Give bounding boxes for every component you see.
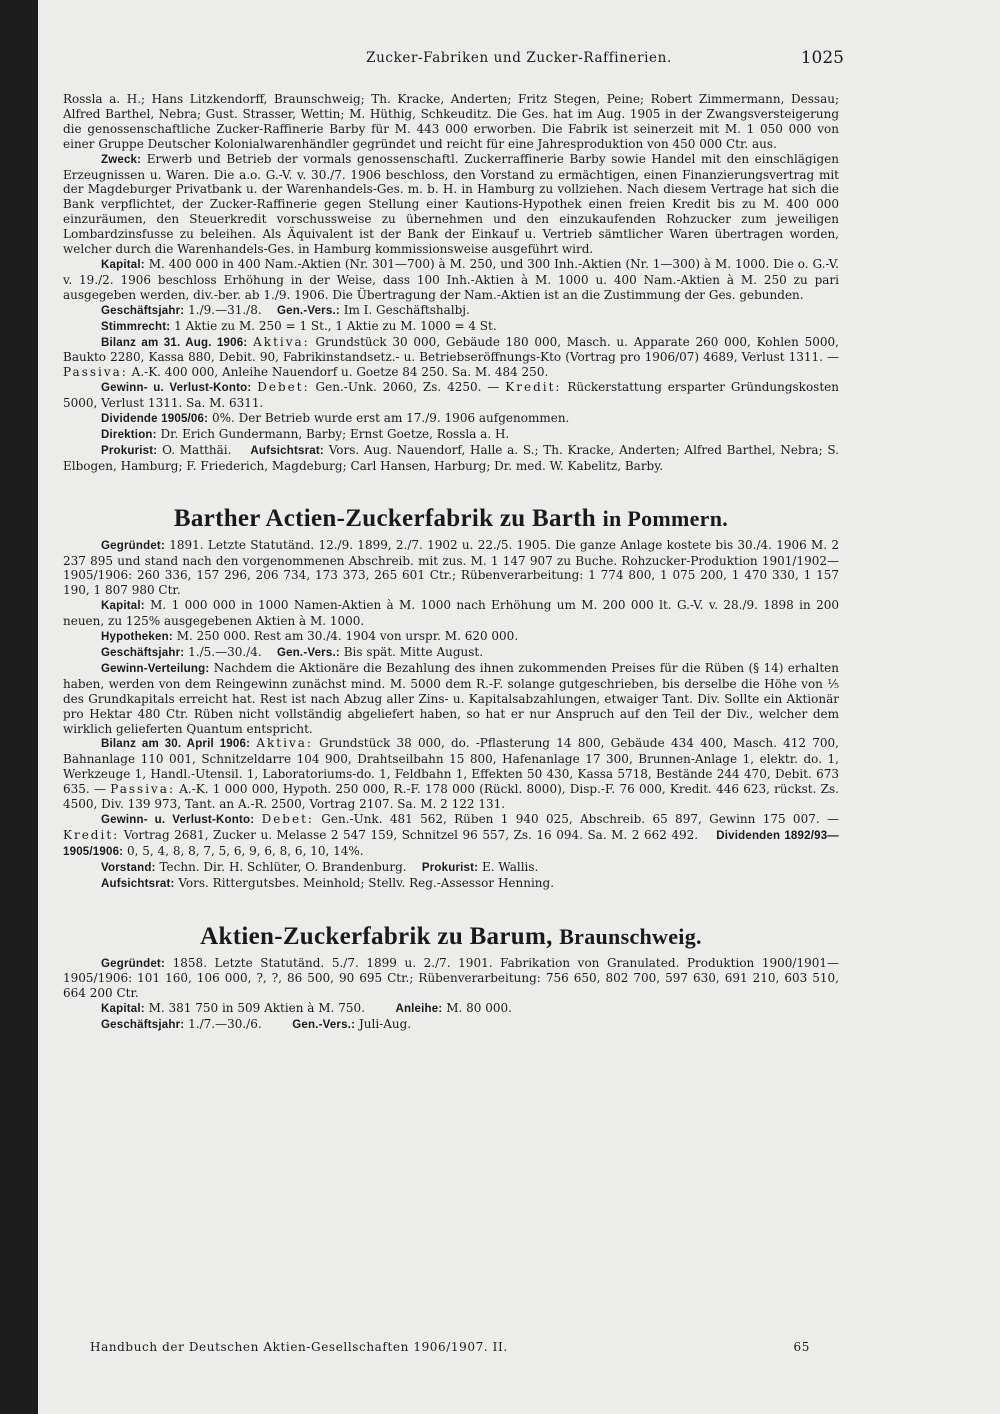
- word-aktiva: Aktiva:: [253, 334, 310, 349]
- text-prokurist: O. Matthäi.: [162, 442, 232, 457]
- paragraph-gewinn-verlust: [63, 380, 839, 411]
- paragraph-geschaeftsjahr: [63, 1017, 839, 1033]
- text-aufsichtsrat: Vors. Aug. Nauendorf, Halle a. S.; Th. Kracke, Anderten; Alfred Barthel, Nebra; S. Elbogen, Hamburg; F. Friederich, Magdeburg; Carl Hansen, Harburg; Dr. med. W. Kabelitz, Barby.: [63, 442, 839, 473]
- label-aufsichtsrat: Aufsichtsrat:: [250, 444, 324, 457]
- document-page: [38, 0, 1000, 1414]
- label-geschaeftsjahr: Geschäftsjahr:: [101, 304, 185, 317]
- entry-barth: [63, 504, 839, 892]
- label-geschaeftsjahr: Geschäftsjahr:: [101, 1019, 185, 1032]
- label-gewinn-verlust: Gewinn- u. Verlust-Konto:: [101, 813, 255, 826]
- paragraph-prokurist-aufsichtsrat: [63, 443, 839, 474]
- text-direktion: Dr. Erich Gundermann, Barby; Ernst Goetze, Rossla a. H.: [160, 426, 510, 441]
- text-passiva: A.-K. 400 000, Anleihe Nauendorf u. Goetze 84 250. Sa. M. 484 250.: [131, 365, 549, 380]
- paragraph-direktion: [63, 427, 839, 443]
- text-dividenden: 0, 5, 4, 8, 8, 7, 5, 6, 9, 6, 8, 6, 10, 14%.: [127, 843, 364, 858]
- company-heading-barum: [63, 922, 839, 952]
- running-head: [38, 50, 1000, 72]
- company-heading-barth: [63, 504, 839, 534]
- word-aktiva: Aktiva:: [256, 736, 313, 751]
- text-gewinn-verteilung: Nachdem die Aktionäre die Bezahlung des ihnen zukommenden Preises für die Rüben (§ 14) erhalten haben, werden von dem Reingewinn zunächst mind. M. 5000 dem R.-F. solange gutgeschrieben, bis derselbe die Höhe von ⅕ des Grundkapitals erreicht hat. Rest ist nach Abzug aller Zins- u. Kapitalsabzahlungen, etwaiger Tant. Div. Sollte ein Aktionär pro Hektar 480 Ctr. Rüben nicht vollständig abgeliefert haben, so hat er nur Anspruch auf den Teil der Div., welcher dem wirklich gelieferten Quantum entspricht.: [63, 660, 839, 736]
- page-footer: [90, 1340, 810, 1358]
- label-gen-vers: Gen.-Vers.:: [292, 1019, 356, 1032]
- paragraph-dividende: [63, 411, 839, 427]
- footer-sheet-number: 65: [793, 1340, 810, 1354]
- label-gewinn-verlust: Gewinn- u. Verlust-Konto:: [101, 382, 252, 395]
- text-aktiva: Grundstück 38 000, do. -Pflasterung 14 800, Gebäude 434 400, Masch. 412 700, Bahnanlage 110 001, Schnitzeldarre 104 900, Drahtseilbahn 15 800, Hafenanlage 17 300, Brunnen-Anlage 1, elektr. do. 1, Werkzeuge 1, Handl.-Utensil. 1, Laboratoriums-do. 1, Feldbahn 1, Effekten 50 430, Kassa 5718, Bestände 244 470, Debit. 673 635. —: [63, 736, 839, 797]
- paragraph-geschaeftsjahr: [63, 303, 839, 319]
- label-gegruendet: Gegründet:: [101, 957, 165, 970]
- paragraph-bilanz: [63, 736, 839, 812]
- text-aktiva: Grundstück 30 000, Gebäude 180 000, Masch. u. Apparate 260 000, Kohlen 5000, Baukto 2280, Kassa 880, Debit. 90, Fabrikinstandsetz.- u. Betriebseröffnungs-Kto (Vortrag pro 1906/07) 4689, Verlust 1311. —: [63, 334, 839, 365]
- word-debet: Debet:: [261, 811, 314, 826]
- text-zweck: Erwerb und Betrieb der vormals genossenschaftl. Zuckerraffinerie Barby sowie Handel mit den einschlägigen Erzeugnissen u. Waren. Die a.o. G.-V. v. 30./7. 1906 beschloss, den Vorstand zu ermächtigen, einen Finanzierungsvertrag mit der Magdeburger Privatbank u. der Warenhandels-Ges. m. b. H. in Hamburg zu vollziehen. Nach diesem Vertrage hat sich die Bank verpflichtet, der Zucker-Raffinerie gegen Stellung einer Kautions-Hypothek einen freien Kredit bis zu M. 400 000 einzuräumen, den Steuerkredit vorschussweise zu übernehmen und den einzukaufenden Rohzucker zum jeweiligen Lombardzinsfusse zu beleihen. Als Äquivalent ist der Bank der Einkauf u. Vertrieb sämtlicher Waren übertragen worden, welcher durch die Warenhandels-Ges. in Hamburg kommissionsweise ausgeführt wird.: [63, 151, 839, 257]
- entry-barum: [63, 922, 839, 1034]
- label-zweck: Zweck:: [101, 153, 142, 166]
- text-gegruendet: 1858. Letzte Statutänd. 5./7. 1899 u. 2./7. 1901. Fabrikation von Granulated. Produktion 1900/1901—1905/1906: 101 160, 106 000, ?, ?, 86 500, 90 695 Ctr.; Rübenverarbeitung: 756 650, 802 700, 597 630, 691 210, 603 510, 664 200 Ctr.: [63, 955, 839, 1001]
- page-number: 1025: [800, 48, 844, 68]
- label-vorstand: Vorstand:: [101, 861, 156, 874]
- label-anleihe: Anleihe:: [395, 1003, 443, 1016]
- paragraph-kapital: [63, 598, 839, 629]
- text-kapital: M. 400 000 in 400 Nam.-Aktien (Nr. 301—700) à M. 250, und 300 Inh.-Aktien (Nr. 1—300) à M. 1000. Die o. G.-V. v. 19./2. 1906 beschloss Erhöhung in der Weise, dass 100 Inh.-Aktien à M. 1000 u. 400 Nam.-Aktien à M. 250 zu pari ausgegeben werden, div.-ber. ab 1./9. 1906. Die Übertragung der Nam.-Aktien ist an die Zustimmung der Ges. gebunden.: [63, 256, 839, 302]
- label-bilanz: Bilanz am 30. April 1906:: [101, 738, 251, 751]
- text-aufsichtsrat: Vors. Rittergutsbes. Meinhold; Stellv. Reg.-Assessor Henning.: [178, 875, 555, 890]
- text-kapital: M. 381 750 in 509 Aktien à M. 750.: [148, 1001, 365, 1016]
- text-kredit: Vortrag 2681, Zucker u. Melasse 2 547 159, Schnitzel 96 557, Zs. 16 094. Sa. M. 2 662 492.: [123, 827, 699, 842]
- label-hypotheken: Hypotheken:: [101, 631, 173, 644]
- text-prokurist: E. Wallis.: [482, 859, 539, 874]
- label-stimmrecht: Stimmrecht:: [101, 320, 171, 333]
- entry-barby-continued: [63, 92, 839, 474]
- company-name-barum: Aktien-Zuckerfabrik zu Barum,: [200, 922, 553, 950]
- text-geschaeftsjahr: 1./5.—30./4.: [188, 645, 262, 659]
- label-bilanz: Bilanz am 31. Aug. 1906:: [101, 336, 248, 349]
- paragraph-kapital: [63, 257, 839, 303]
- paragraph-history: Rossla a. H.; Hans Litzkendorff, Braunschweig; Th. Kracke, Anderten; Fritz Stegen, Peine; Robert Zimmermann, Dessau; Alfred Barthel, Nebra; Gust. Strasser, Wettin; M. Hüthig, Schkeuditz. Die Ges. hat im Aug. 1905 in der Zwangsversteigerung die genossenschaftliche Zucker-Raffinerie Barby für M. 443 000 erworben. Die Fabrik ist seinerzeit mit M. 1 050 000 von einer Gruppe Deutscher Kolonialwarenhändler gegründet und reicht für eine Jahresproduktion von 450 000 Ctr. aus.: [63, 92, 839, 151]
- text-geschaeftsjahr: 1./7.—30./6.: [188, 1017, 262, 1032]
- label-dividenden: Dividenden 1892/93—1905/1906:: [63, 829, 839, 858]
- company-name-barth: Barther Actien-Zuckerfabrik zu Barth: [173, 504, 597, 532]
- paragraph-gegruendet: [63, 538, 839, 599]
- label-gen-vers: Gen.-Vers.:: [276, 647, 340, 659]
- paragraph-hypotheken: [63, 629, 839, 645]
- text-dividende: 0%. Der Betrieb wurde erst am 17./9. 1906 aufgenommen.: [211, 411, 570, 426]
- running-head-title: Zucker-Fabriken und Zucker-Raffinerien.: [366, 50, 672, 66]
- text-debet: Gen.-Unk. 481 562, Rüben 1 940 025, Abschreib. 65 897, Gewinn 175 007. —: [321, 811, 839, 826]
- paragraph-gegruendet: [63, 956, 839, 1002]
- text-hypotheken: M. 250 000. Rest am 30./4. 1904 von urspr. M. 620 000.: [176, 629, 519, 644]
- text-stimmrecht: 1 Aktie zu M. 250 = 1 St., 1 Aktie zu M. 1000 = 4 St.: [174, 318, 497, 333]
- text-kapital: M. 1 000 000 in 1000 Namen-Aktien à M. 1000 nach Erhöhung um M. 200 000 lt. G.-V. v. 28./9. 1898 in 200 neuen, zu 125% ausgegebenen Aktien à M. 1000.: [63, 598, 839, 629]
- label-direktion: Direktion:: [101, 428, 157, 441]
- word-passiva: Passiva:: [110, 782, 176, 797]
- company-location-barum: Braunschweig.: [559, 923, 702, 949]
- label-aufsichtsrat: Aufsichtsrat:: [101, 877, 175, 890]
- paragraph-stimmrecht: [63, 319, 839, 335]
- label-kapital: Kapital:: [101, 258, 145, 271]
- paragraph-gewinn-verteilung: [63, 661, 839, 737]
- word-debet: Debet:: [257, 380, 310, 395]
- page-body: [63, 92, 839, 1033]
- paragraph-geschaeftsjahr: [63, 645, 839, 661]
- text-passiva: A.-K. 1 000 000, Hypoth. 250 000, R.-F. 178 000 (Rückl. 8000), Disp.-F. 76 000, Kredit. 446 623, rückst. Zs. 4500, Div. 139 973, Tant. an A.-R. 2500, Vortrag 2107. Sa. M. 2 122 131.: [63, 782, 839, 812]
- text-kredit: Rückerstattung ersparter Gründungskosten 5000, Verlust 1311. Sa. M. 6311.: [63, 380, 839, 411]
- label-prokurist: Prokurist:: [101, 444, 158, 457]
- paragraph-aufsichtsrat: [63, 876, 839, 892]
- label-geschaeftsjahr: Geschäftsjahr:: [101, 647, 185, 659]
- label-prokurist: Prokurist:: [421, 861, 479, 874]
- company-location-barth: in Pommern.: [602, 505, 729, 531]
- label-gewinn-verteilung: Gewinn-Verteilung:: [101, 662, 210, 675]
- label-gen-vers: Gen.-Vers.:: [276, 304, 340, 317]
- label-gegruendet: Gegründet:: [101, 539, 165, 552]
- text-gegruendet: 1891. Letzte Statutänd. 12./9. 1899, 2./7. 1902 u. 22./5. 1905. Die ganze Anlage kostete bis 30./4. 1906 M. 2 237 895 und stand nach den vorgenommenen Abschreib. mit zus. M. 1 147 907 zu Buche. Rohzucker-Produktion 1901/1902—1905/1906: 260 336, 157 296, 206 734, 173 373, 265 601 Ctr.; Rübenverarbeitung: 1 774 800, 1 075 200, 1 470 330, 1 157 190, 1 807 980 Ctr.: [63, 537, 839, 598]
- text-gen-vers: Im I. Geschäftshalbj.: [343, 302, 470, 317]
- paragraph-gewinn-verlust: [63, 812, 839, 860]
- footer-source: Handbuch der Deutschen Aktien-Gesellschaften 1906/1907. II.: [90, 1340, 508, 1354]
- word-passiva: Passiva:: [63, 365, 128, 380]
- word-kredit: Kredit:: [63, 827, 120, 842]
- paragraph-vorstand: [63, 860, 839, 876]
- text-geschaeftsjahr: 1./9.—31./8.: [188, 302, 262, 317]
- paragraph-kapital-anleihe: [63, 1001, 839, 1017]
- label-kapital: Kapital:: [101, 1003, 145, 1016]
- text-debet: Gen.-Unk. 2060, Zs. 4250. —: [315, 380, 500, 395]
- label-kapital: Kapital:: [101, 600, 145, 613]
- paragraph-zweck: [63, 152, 839, 257]
- text-vorstand: Techn. Dir. H. Schlüter, O. Brandenburg.: [159, 859, 407, 874]
- text-anleihe: M. 80 000.: [446, 1001, 512, 1016]
- label-dividende: Dividende 1905/06:: [101, 413, 209, 426]
- word-kredit: Kredit:: [505, 380, 562, 395]
- paragraph-bilanz: [63, 335, 839, 381]
- text-gen-vers: Bis spät. Mitte August.: [343, 645, 484, 659]
- text-gen-vers: Juli-Aug.: [358, 1017, 412, 1032]
